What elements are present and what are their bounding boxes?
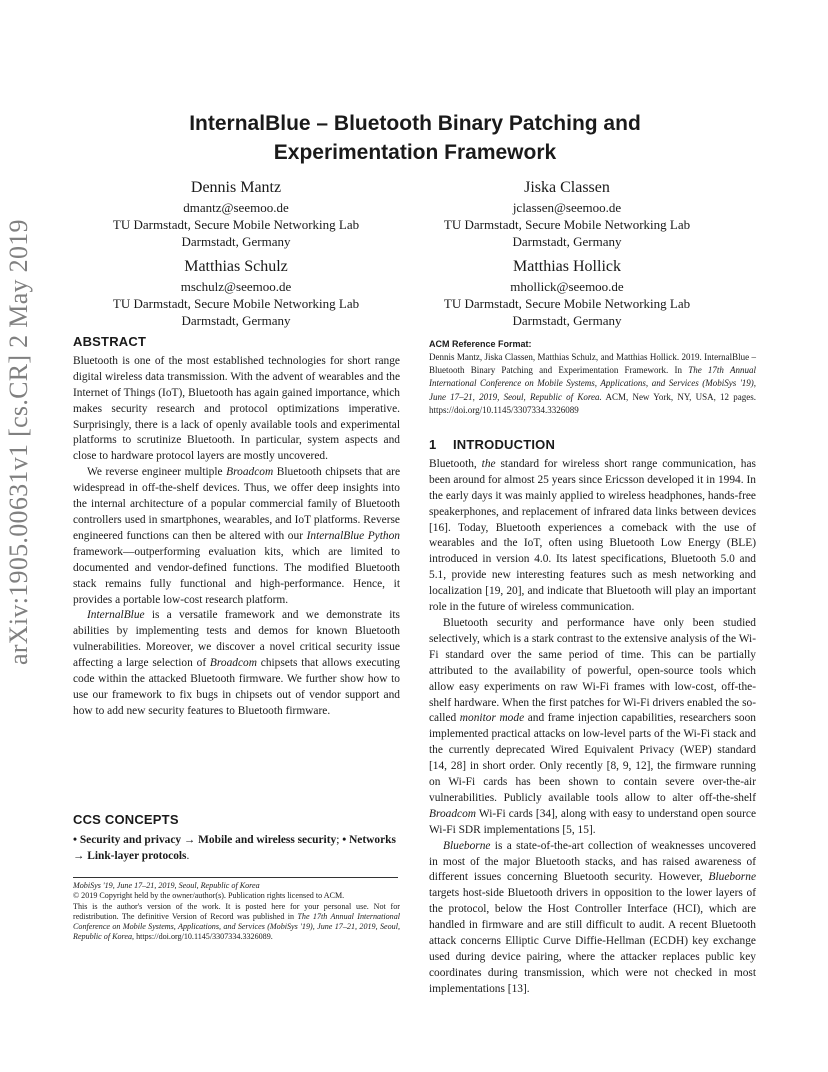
author-email[interactable]: dmantz@seemoo.de bbox=[183, 200, 289, 215]
author-email[interactable]: mschulz@seemoo.de bbox=[180, 279, 292, 294]
abstract-paragraph-3: InternalBlue is a versatile framework and we demonstrate its abilities by implementing tests and demos for known Bluetooth vulnerabilities. Moreover, we discover a novel critical security issue affecting a large selection of Broadcom chipsets that allows executing code within the attacked Bluetooth firmware. We further show how to use our framework to fix bugs in chipsets out of vendor support and how to add new security features to Bluetooth firmware. bbox=[73, 609, 400, 717]
title-line-1: InternalBlue – Bluetooth Binary Patching and bbox=[189, 112, 641, 135]
author-location: Darmstadt, Germany bbox=[181, 234, 291, 249]
footnote-divider bbox=[73, 877, 398, 878]
intro-paragraph-2: Bluetooth security and performance have only been studied selectively, which is a stark contrast to the extensive analysis of the Wi-Fi standard over the same period of time. This can be partially attributed to the availability of powerful, open-source tools which allow easy experiments on raw Wi-Fi frames with low-cost, off-the-shelf hardware. When the first patches for Wi-Fi drivers enabled the so-called monitor mode and frame injection capabilities, researchers soon implemented practical attacks on low-level parts of the Wi-Fi stack and the currently deprecated Wired Equivalent Privacy (WEP) standard [14, 28] in short order. Only recently [8, 9, 12], the firmware running on Wi-Fi cards has been shown to contain severe over-the-air vulnerabilities. Publicly available tools allow to alter off-the-shelf Broadcom Wi-Fi cards [34], along with easy to understand open source Wi-Fi SDR implementations [5, 15]. bbox=[429, 616, 756, 836]
author-email[interactable]: jclassen@seemoo.de bbox=[512, 200, 622, 215]
footnote-venue: MobiSys '19, June 17–21, 2019, Seoul, Republic of Korea bbox=[73, 881, 260, 890]
author-block-1 bbox=[86, 178, 386, 250]
intro-paragraph-1: Bluetooth, the standard for wireless short range communication, has been around for almost 25 years since Ericsson developed it in 1994. In the early days it was mainly applied to wireless headphones, hands-free speakerphones, and replacement of infrared data links between devices [16]. Today, Bluetooth experiences a comeback with the use of wearables and the IoT, often using Bluetooth Low Energy (BLE) introduced in version 4.0. Its latest specifications, Bluetooth 5.0 and 5.1, provide new interesting features such as mesh networking and localization [19, 20], and indicate that Bluetooth will play an important role in the future of wireless communication. bbox=[429, 457, 756, 614]
author-block-3 bbox=[86, 257, 386, 329]
author-location: Darmstadt, Germany bbox=[181, 313, 291, 328]
author-block-4 bbox=[417, 257, 717, 329]
copyright-footnote bbox=[73, 881, 400, 943]
ccs-heading: CCS CONCEPTS bbox=[73, 812, 179, 827]
arxiv-identifier: arXiv:1905.00631v1 [cs.CR] 2 May 2019 bbox=[4, 219, 33, 665]
author-name: Jiska Classen bbox=[524, 179, 610, 196]
author-email[interactable]: mhollick@seemoo.de bbox=[510, 279, 624, 294]
author-location: Darmstadt, Germany bbox=[512, 313, 622, 328]
paper-title bbox=[120, 109, 710, 167]
author-affiliation: TU Darmstadt, Secure Mobile Networking Lab bbox=[443, 296, 691, 311]
author-name: Matthias Schulz bbox=[184, 258, 288, 275]
author-block-2 bbox=[417, 178, 717, 250]
author-name: Matthias Hollick bbox=[513, 258, 621, 275]
author-affiliation: TU Darmstadt, Secure Mobile Networking Lab bbox=[443, 217, 691, 232]
abstract-paragraph-2: We reverse engineer multiple Broadcom Bluetooth chipsets that are widespread in off-the-shelf devices. Thus, we offer deep insights into the internal architecture of a popular commercial family of Bluetooth controllers used in smartphones, wearables, and IoT platforms. Reverse engineered functions can then be altered with our InternalBlue Python framework—outperforming evaluation kits, which are limited to documented and vendor-defined functions. The modified Bluetooth stack remains fully functional and high-performance. Hence, it provides a portable low-cost research platform. bbox=[73, 466, 400, 606]
abstract-paragraph-1: Bluetooth is one of the most established technologies for short range digital wireless data transmission. With the advent of wearables and the Internet of Things (IoT), Bluetooth has again gained importance, which makes security research and protocol optimizations imperative. Surprisingly, there is a lack of openly available tools and experimental platforms to scrutinize Bluetooth. In particular, system aspects and close to hardware protocol layers are mostly uncovered. bbox=[73, 354, 400, 463]
author-location: Darmstadt, Germany bbox=[512, 234, 622, 249]
footnote-text: This is the author's version of the work. It is posted here for your personal use. Not for redistribution. The definitive Version of Record was published in The 17th Annual International Conference on Mobile Systems, Applications, and Services (MobiSys '19), June 17–21, 2019, Seoul, Republic of Korea, https://doi.org/10.1145/3307334.3326089. bbox=[73, 901, 400, 942]
author-name: Dennis Mantz bbox=[190, 179, 282, 196]
intro-paragraph-3: Blueborne is a state-of-the-art collection of weaknesses uncovered in most of the major Bluetooth stacks, and has raised awareness of different issues concerning Bluetooth security. However, Blueborne targets host-side Bluetooth drivers in opposition to the lower layers of the protocol, below the Host Controller Interface (HCI), which are handled in firmware and are still difficult to audit. A recent Bluetooth attack concerns Elliptic Curve Diffie-Hellman (ECDH) key exchange used during device pairing, where the attacker replaces public key coordinates during transmission, which were not checked in most implementations [13]. bbox=[429, 839, 756, 995]
acm-ref-text: Dennis Mantz, Jiska Classen, Matthias Schulz, and Matthias Hollick. 2019. InternalBlue – Bluetooth Binary Patching and Experimentation Framework. In The 17th Annual International Conference on Mobile Systems, Applications, and Services (MobiSys '19), June 17–21, 2019, Seoul, Republic of Korea. ACM, New York, NY, USA, 12 pages. https://doi.org/10.1145/3307334.3326089 bbox=[429, 352, 756, 415]
title-line-2: Experimentation Framework bbox=[273, 141, 557, 164]
acm-reference-format bbox=[429, 338, 756, 417]
author-affiliation: TU Darmstadt, Secure Mobile Networking Lab bbox=[112, 296, 360, 311]
abstract-section bbox=[73, 334, 400, 720]
acm-ref-heading: ACM Reference Format: bbox=[429, 339, 532, 349]
abstract-heading: ABSTRACT bbox=[73, 334, 147, 349]
author-affiliation: TU Darmstadt, Secure Mobile Networking Lab bbox=[112, 217, 360, 232]
introduction-heading: 1 INTRODUCTION bbox=[429, 437, 556, 452]
ccs-section bbox=[73, 812, 400, 864]
footnote-copyright: © 2019 Copyright held by the owner/author(s). Publication rights licensed to ACM. bbox=[73, 891, 345, 901]
introduction-section bbox=[429, 437, 756, 998]
ccs-concepts: • Security and privacy → Mobile and wireless security; • Networks → Link-layer protocols. bbox=[73, 833, 396, 862]
